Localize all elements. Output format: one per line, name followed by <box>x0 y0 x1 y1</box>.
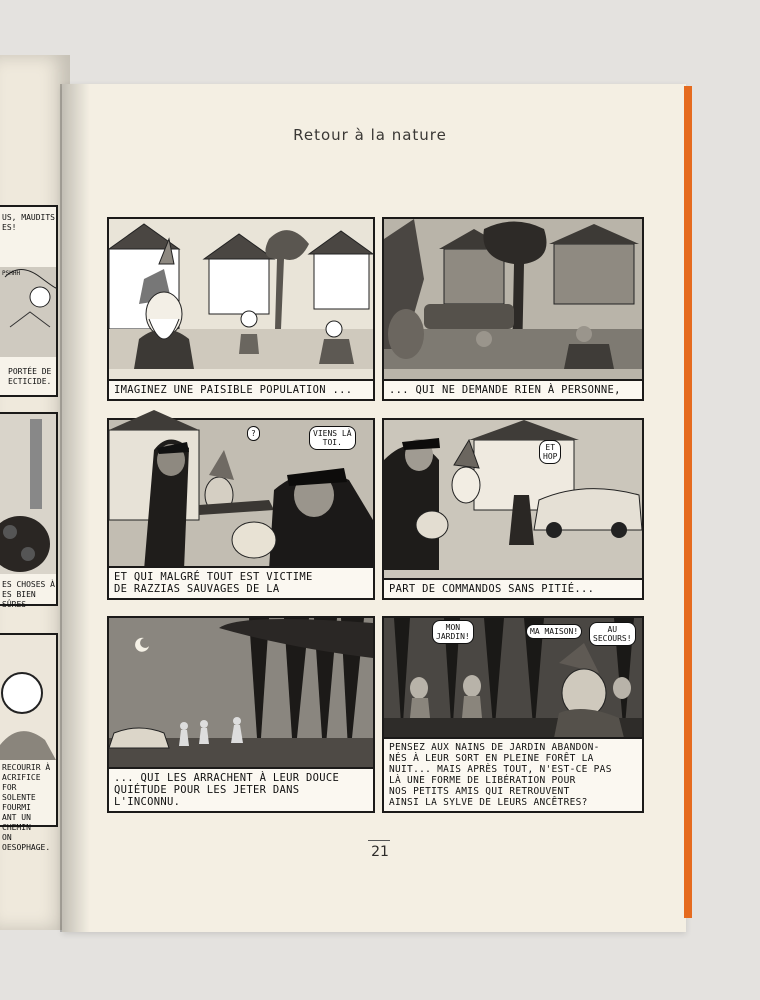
comic-panel-2 <box>382 217 644 401</box>
panel-2-caption: ... QUI NE DEMANDE RIEN À PERSONNE, <box>384 379 642 399</box>
left-panel-1 <box>0 205 58 397</box>
panel-1-caption: IMAGINEZ UNE PAISIBLE POPULATION ... <box>109 379 373 399</box>
panel-4-caption: PART DE COMMANDOS SANS PITIÉ... <box>384 578 642 598</box>
left-fragment-4: ES CHOSES À ES BIEN SÛRES <box>2 580 55 609</box>
page-number: 21 <box>371 844 389 860</box>
panel-5-caption: ... QUI LES ARRACHENT À LEUR DOUCE QUIÉTUDE POUR LES JETER DANS L'INCONNU. <box>109 767 373 811</box>
panel-4-bubble-et-hop: ET HOP <box>539 440 561 464</box>
panel-4-art <box>384 420 642 598</box>
panel-6-bubble-ma-maison: MA MAISON! <box>526 624 582 639</box>
comic-panel-4 <box>382 418 644 600</box>
panel-6-bubble-mon-jardin: MON JARDIN! <box>432 620 474 644</box>
panel-3-bubble-question: ? <box>247 426 260 441</box>
comic-panel-5 <box>107 616 375 813</box>
orange-page-edge <box>684 86 692 918</box>
left-panel-2-art <box>0 414 56 604</box>
comic-panel-6 <box>382 616 644 813</box>
panel-6-bubble-au-secours: AU SECOURS! <box>589 622 636 646</box>
left-panel-3 <box>0 633 58 852</box>
left-fragment-2: PSHHH <box>2 270 21 277</box>
left-fragment-3: PORTÉE DE ECTICIDE. <box>8 367 52 386</box>
page-gutter-shadow <box>60 84 90 932</box>
panel-3-bubble-viens-la: VIENS LÀ TOI. <box>309 426 356 450</box>
panel-6-caption: PENSEZ AUX NAINS DE JARDIN ABANDON- NÉS À LEUR SORT EN PLEINE FORÊT LA NUIT... MAIS APRÈS TOUT, N'EST-CE PAS LÀ UNE FORME DE LIBÉRATION POUR NOS PETITS AMIS QUI RETROUVENT AINSI LA SYLVE DE LEURS ANCÊTRES? <box>384 737 642 811</box>
page-number-rule <box>368 840 390 841</box>
left-fragment-1: US, MAUDITS ES! <box>2 213 55 232</box>
left-panel-2 <box>0 412 58 609</box>
panel-1-art <box>109 219 373 399</box>
comic-panel-1 <box>107 217 375 401</box>
page-title: Retour à la nature <box>293 126 447 144</box>
panel-2-art <box>384 219 642 399</box>
comic-panel-3 <box>107 418 375 600</box>
panel-3-caption: ET QUI MALGRÉ TOUT EST VICTIME DE RAZZIAS SAUVAGES DE LA <box>109 566 373 598</box>
left-fragment-5: RECOURIR À ACRIFICE FOR SOLENTE FOURMI ANT UN CHEMIN ON OESOPHAGE. <box>2 763 51 852</box>
